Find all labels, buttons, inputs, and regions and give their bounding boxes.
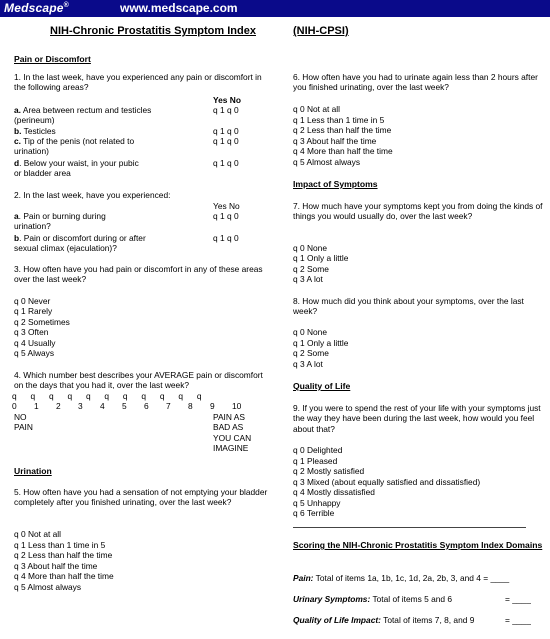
q3-option-4[interactable]: q 4 Usually bbox=[14, 338, 56, 348]
q6-option-5[interactable]: q 5 Almost always bbox=[293, 157, 361, 167]
question-7: 7. How much have your symptoms kept you from doing the kinds of things you would usually do, over the last week? bbox=[293, 201, 543, 222]
q4-left-label: NO PAIN bbox=[14, 412, 33, 433]
q5-option-0[interactable]: q 0 Not at all bbox=[14, 529, 62, 539]
scoring-qol-row: Quality of Life Impact: Total of items 7, 8, and 9 bbox=[293, 615, 475, 625]
q9-option-4[interactable]: q 4 Mostly dissatisfied bbox=[293, 487, 375, 497]
question-4: 4. Which number best describes your AVERAGE pain or discomfort on the days that you had it, over the last week? bbox=[14, 370, 263, 391]
q3-option-3[interactable]: q 3 Often bbox=[14, 327, 49, 337]
q3-option-2[interactable]: q 2 Sometimes bbox=[14, 317, 70, 327]
question-9: 9. If you were to spend the rest of your life with your symptoms just the way they have been during the last week, how would you feel about that? bbox=[293, 403, 541, 434]
q1-item-c-options[interactable]: q 1 q 0 bbox=[213, 136, 239, 146]
question-8: 8. How much did you think about your symptoms, over the last week? bbox=[293, 296, 524, 317]
q1-item-a: a. Area between rectum and testicles (perineum) bbox=[14, 105, 152, 126]
q8-option-2[interactable]: q 2 Some bbox=[293, 348, 329, 358]
q2-item-b: b. Pain or discomfort during or after sexual climax (ejaculation)? bbox=[14, 233, 146, 254]
q9-option-3[interactable]: q 3 Mixed (about equally satisfied and dissatisfied) bbox=[293, 477, 481, 487]
scoring-pain-row: Pain: Total of items 1a, 1b, 1c, 1d, 2a, 2b, 3, and 4 = ____ bbox=[293, 573, 510, 583]
q8-option-1[interactable]: q 1 Only a little bbox=[293, 338, 349, 348]
scoring-urinary-row: Urinary Symptoms: Total of items 5 and 6 bbox=[293, 594, 453, 604]
q7-option-1[interactable]: q 1 Only a little bbox=[293, 253, 349, 263]
q2-yes-no-header: Yes No bbox=[213, 201, 240, 211]
q5-option-4[interactable]: q 4 More than half the time bbox=[14, 571, 114, 581]
question-3: 3. How often have you had pain or discomfort in any of these areas over the last week? bbox=[14, 264, 263, 285]
section-heading-impact: Impact of Symptoms bbox=[293, 179, 378, 189]
q3-option-0[interactable]: q 0 Never bbox=[14, 296, 51, 306]
q5-option-3[interactable]: q 3 About half the time bbox=[14, 561, 98, 571]
q2-item-b-options[interactable]: q 1 q 0 bbox=[213, 233, 239, 243]
q4-number-scale: 0 1 2 3 4 5 6 7 8 9 10 bbox=[12, 401, 242, 411]
q4-right-label: PAIN AS BAD AS YOU CAN IMAGINE bbox=[213, 412, 252, 454]
question-1: 1. In the last week, have you experienced any pain or discomfort in the following areas? bbox=[14, 72, 262, 93]
scoring-qol-blank: = ____ bbox=[505, 615, 531, 625]
question-6: 6. How often have you had to urinate again less than 2 hours after you finished urinating, over the last week? bbox=[293, 72, 538, 93]
q6-option-2[interactable]: q 2 Less than half the time bbox=[293, 125, 392, 135]
scoring-heading: Scoring the NIH-Chronic Prostatitis Symptom Index Domains bbox=[293, 540, 543, 550]
question-2: 2. In the last week, have you experienced: bbox=[14, 190, 171, 200]
q1-item-d: d. Below your waist, in your pubic or bladder area bbox=[14, 158, 139, 179]
q7-option-0[interactable]: q 0 None bbox=[293, 243, 327, 253]
q8-option-0[interactable]: q 0 None bbox=[293, 327, 327, 337]
q1-item-d-options[interactable]: q 1 q 0 bbox=[213, 158, 239, 168]
title-right: (NIH-CPSI) bbox=[293, 25, 349, 37]
q2-item-a: a. Pain or burning during urination? bbox=[14, 211, 106, 232]
q7-option-3[interactable]: q 3 A lot bbox=[293, 274, 323, 284]
section-heading-urination: Urination bbox=[14, 466, 52, 476]
questionnaire-page bbox=[0, 17, 550, 639]
q5-option-2[interactable]: q 2 Less than half the time bbox=[14, 550, 113, 560]
q1-yes-no-header: Yes No bbox=[213, 95, 241, 105]
q7-option-2[interactable]: q 2 Some bbox=[293, 264, 329, 274]
q6-option-0[interactable]: q 0 Not at all bbox=[293, 104, 341, 114]
q3-option-1[interactable]: q 1 Rarely bbox=[14, 306, 53, 316]
section-heading-quality-of-life: Quality of Life bbox=[293, 381, 351, 391]
q4-checkbox-row[interactable]: q q q q q q q q q q q bbox=[12, 391, 202, 401]
q6-option-4[interactable]: q 4 More than half the time bbox=[293, 146, 393, 156]
q9-option-0[interactable]: q 0 Delighted bbox=[293, 445, 343, 455]
medscape-header-bar bbox=[0, 0, 550, 17]
q6-option-1[interactable]: q 1 Less than 1 time in 5 bbox=[293, 115, 385, 125]
q1-item-c: c. Tip of the penis (not related to urination) bbox=[14, 136, 135, 157]
q9-option-5[interactable]: q 5 Unhappy bbox=[293, 498, 341, 508]
q9-option-6[interactable]: q 6 Terrible bbox=[293, 508, 335, 518]
q3-option-5[interactable]: q 5 Always bbox=[14, 348, 55, 358]
q9-option-2[interactable]: q 2 Mostly satisfied bbox=[293, 466, 365, 476]
scoring-urinary-blank: = ____ bbox=[505, 594, 531, 604]
q1-item-b-options[interactable]: q 1 q 0 bbox=[213, 126, 239, 136]
medscape-logo[interactable]: Medscape® bbox=[4, 1, 69, 15]
q6-option-3[interactable]: q 3 About half the time bbox=[293, 136, 377, 146]
q1-item-b: b. Testicles bbox=[14, 126, 56, 136]
q2-item-a-options[interactable]: q 1 q 0 bbox=[213, 211, 239, 221]
separator-rule bbox=[293, 527, 526, 528]
q5-option-1[interactable]: q 1 Less than 1 time in 5 bbox=[14, 540, 106, 550]
q1-item-a-options[interactable]: q 1 q 0 bbox=[213, 105, 239, 115]
q5-option-5[interactable]: q 5 Almost always bbox=[14, 582, 82, 592]
section-heading-pain: Pain or Discomfort bbox=[14, 54, 91, 64]
title-left: NIH-Chronic Prostatitis Symptom Index bbox=[50, 25, 256, 37]
site-url[interactable]: www.medscape.com bbox=[120, 1, 238, 15]
question-5: 5. How often have you had a sensation of not emptying your bladder completely after you finished urinating, over the last week? bbox=[14, 487, 268, 508]
q9-option-1[interactable]: q 1 Pleased bbox=[293, 456, 338, 466]
q8-option-3[interactable]: q 3 A lot bbox=[293, 359, 323, 369]
